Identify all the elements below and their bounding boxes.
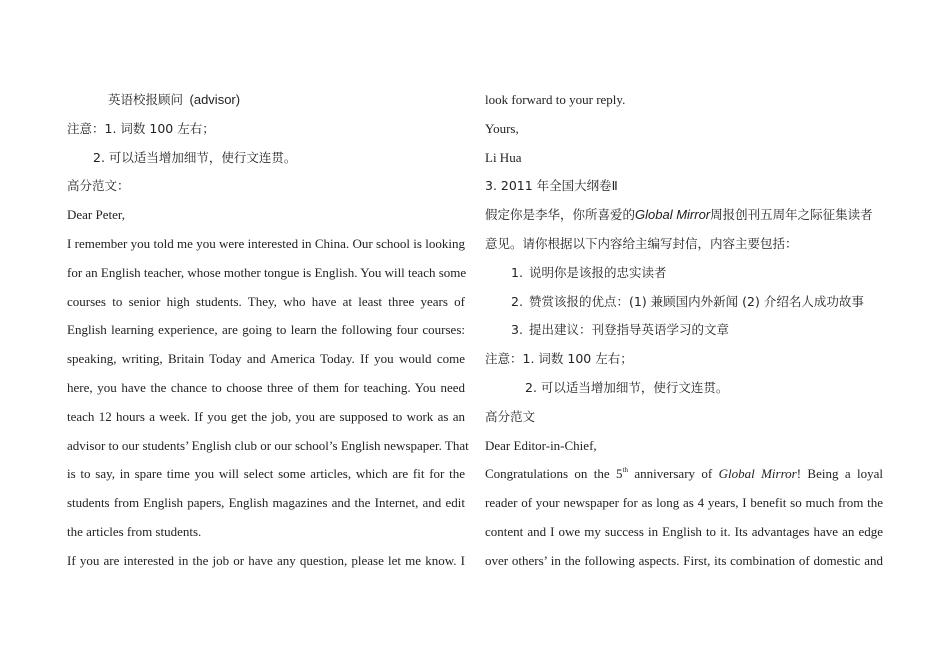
ordinal-suffix: th: [622, 466, 629, 475]
list-item-text: 说明你是该报的忠实读者: [529, 264, 667, 280]
paragraph-line: courses to senior high students. They, who have at least three years of: [67, 293, 465, 309]
paragraph-line: I remember you told me you were interested in China. Our school is looking: [67, 235, 465, 251]
paragraph-line: English learning experience, are going to learn the following four courses:: [67, 322, 465, 338]
note-1: [485, 345, 883, 374]
list-item-text: 赞赏该报的优点：(1) 兼顾国内外新闻 (2) 介绍名人成功故事: [529, 293, 864, 309]
paragraph-line: over others’ in the following aspects. First, its combination of domestic and: [485, 552, 883, 568]
note-2: 2. 可以适当增加细节，使行文连贯。: [93, 149, 297, 165]
paragraph-line: here, you have the chance to choose three of them for teaching. You need: [67, 379, 465, 395]
paragraph-line: reader of your newspaper for as long as 4 years, I benefit so much from the: [485, 495, 883, 511]
letter-greeting: Dear Editor-in-Chief,: [485, 437, 597, 453]
paragraph-line: If you are interested in the job or have any question, please let me know. I: [67, 552, 465, 568]
letter-signature: Li Hua: [485, 149, 522, 165]
note-2: 2. 可以适当增加细节，使行文连贯。: [525, 379, 729, 395]
note-label: 注意：: [485, 351, 523, 367]
paragraph-text: ! Being a loyal: [796, 466, 884, 482]
title-cn: 英语校报顾问: [108, 92, 184, 107]
list-item: [485, 316, 883, 345]
sample-label: 高分范文：: [67, 178, 130, 194]
paragraph-text: Congratulations on the 5: [485, 466, 623, 482]
letter-greeting: Dear Peter,: [67, 207, 125, 223]
section-title: [67, 86, 465, 115]
list-item: [485, 259, 883, 288]
letter-paragraph-2: [67, 547, 465, 576]
letter-continuation: look forward to your reply.: [485, 92, 626, 107]
note-1: [67, 115, 465, 144]
letter-closing: Yours,: [485, 120, 519, 136]
list-item-text: 提出建议：刊登指导英语学习的文章: [529, 322, 730, 338]
paragraph-line: content and I owe my success in English to it. Its advantages have an edge: [485, 523, 883, 539]
note-1-text: 1. 词数 100 左右；: [522, 351, 633, 367]
paragraph-line: students from English papers, English magazines and the Internet, and edit: [67, 495, 465, 511]
prompt-text-b: 周报创刊五周年之际征集读者: [710, 207, 873, 223]
paragraph-line: is to say, in spare time you will select some articles, which are fit for the: [67, 466, 465, 482]
prompt-line-2: 意见。请你根据以下内容给主编写封信，内容主要包括：: [485, 235, 798, 251]
letter-paragraph-1: [67, 230, 469, 547]
section-title: 3. 2011 年全国大纲卷Ⅱ: [485, 178, 618, 194]
letter-paragraph-1: [485, 460, 883, 575]
paragraph-line: advisor to our students’ English club or our school’s English newspaper. That: [67, 437, 469, 453]
prompt-line-1: [485, 201, 883, 230]
right-column: [485, 86, 883, 576]
paragraph-line: the articles from students.: [67, 523, 202, 539]
magazine-name: Global Mirror: [718, 466, 797, 482]
prompt-text-a: 假定你是李华，你所喜爱的: [485, 207, 636, 223]
paragraph-line: [485, 460, 883, 489]
left-column: [67, 86, 469, 576]
list-item-number: 2.: [511, 293, 523, 309]
paragraph-text: anniversary of: [628, 466, 719, 482]
paragraph-line: for an English teacher, whose mother tongue is English. You will teach some: [67, 264, 467, 280]
sample-label: 高分范文: [485, 408, 536, 424]
magazine-name: Global Mirror: [635, 207, 711, 223]
title-en: (advisor): [189, 92, 241, 107]
note-1-text: 1. 词数 100 左右；: [104, 120, 215, 136]
note-label: 注意：: [67, 120, 105, 136]
paragraph-line: speaking, writing, Britain Today and America Today. If you would come: [67, 351, 465, 367]
list-item-number: 1.: [511, 264, 523, 280]
list-item-number: 3.: [511, 322, 523, 338]
paragraph-line: teach 12 hours a week. If you get the job, you are supposed to work as an: [67, 408, 465, 424]
list-item: [485, 288, 883, 317]
